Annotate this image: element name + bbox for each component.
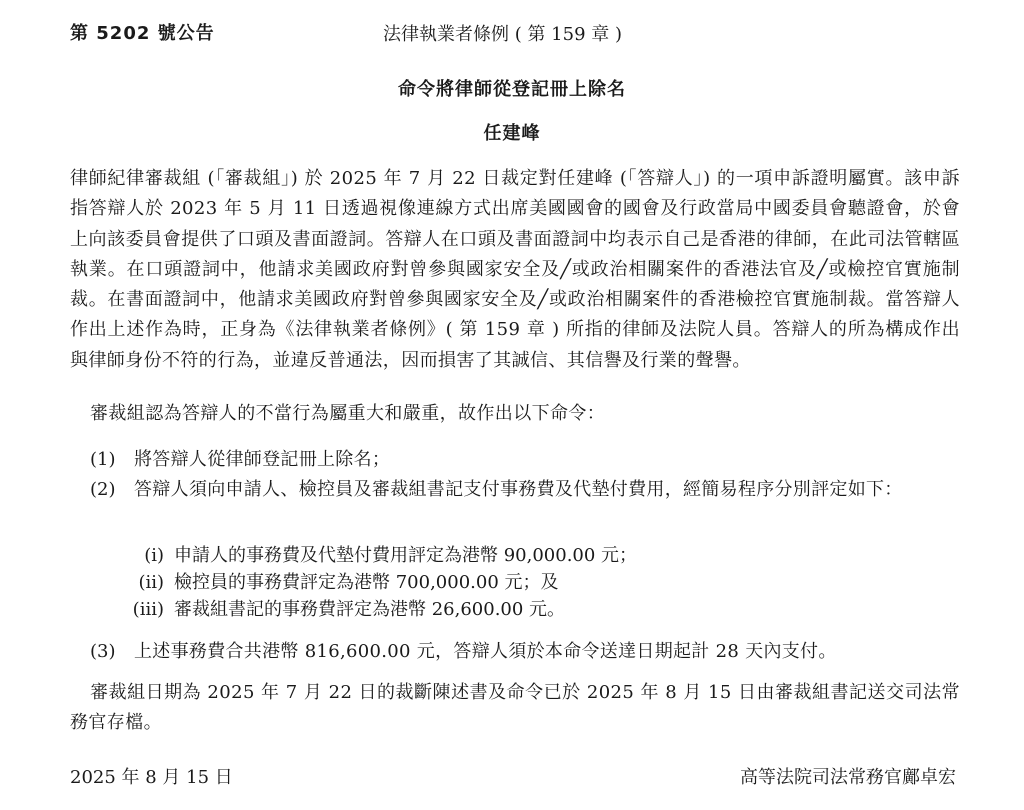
- order-text: 答辯人須向申請人、檢控員及審裁組書記支付事務費及代墊付費用，經簡易程序分別評定如下：: [134, 479, 903, 500]
- sub-item-text: 申請人的事務費及代墊付費用評定為港幣 90,000.00 元；: [174, 545, 638, 566]
- finding-paragraph: 律師紀律審裁組 (「審裁組」) 於 2025 年 7 月 22 日裁定對任建峰 (「答辯人」) 的一項申訴證明屬實。該申訴指答辯人於 2023 年 5 月 11 日透過視像連線方式出席美國國會的國會及行政當局中國委員會聽證會，於會上向該委員會提供了口頭及書面證詞。答辯人在口頭及書面證詞中均表示自己是香港的律師，在此司法管轄區執業。在口頭證詞中，他請求美國政府對曾參與國家安全及╱或政治相關案件的香港法官及╱或檢控官實施制裁。在書面證詞中，他請求美國政府對曾參與國家安全及╱或政治相關案件的香港檢控官實施制裁。當答辯人作出上述作為時，正身為《法律執業者條例》( 第 159 章 ) 所指的律師及法院人員。答辯人的所為構成作出與律師身份不符的行為，並違反普通法，因而損害了其誠信、其信譽及行業的聲譽。: [70, 168, 960, 371]
- filing-paragraph: [70, 678, 960, 739]
- respondent-name: 任建峰: [483, 123, 541, 144]
- sub-item-text: 檢控員的事務費評定為港幣 700,000.00 元；及: [174, 572, 559, 593]
- orders-intro-paragraph: 審裁組認為答辯人的不當行為屬重大和嚴重，故作出以下命令：: [90, 403, 606, 424]
- notice-date: 2025 年 8 月 15 日: [70, 767, 233, 788]
- order-text: 上述事務費合共港幣 816,600.00 元，答辯人須於本命令送達日期起計 28 天內支付。: [134, 641, 837, 662]
- order-number: (3): [90, 641, 116, 662]
- page-title: 命令將律師從登記冊上除名: [398, 79, 626, 100]
- order-text: 將答辯人從律師登記冊上除名；: [134, 449, 391, 470]
- order-number: (2): [90, 479, 116, 500]
- filing-text: 審裁組日期為 2025 年 7 月 22 日的裁斷陳述書及命令已於 2025 年 8 月 15 日由審裁組書記送交司法常務官存檔。: [70, 682, 960, 734]
- signatory: 高等法院司法常務官鄺卓宏: [740, 767, 956, 788]
- notice-number: 第 5202 號公告: [70, 23, 215, 44]
- ordinance-title: 法律執業者條例 ( 第 159 章 ): [383, 24, 623, 45]
- sub-item-text: 審裁組書記的事務費評定為港幣 26,600.00 元。: [174, 599, 566, 620]
- sub-item-number: (i): [144, 545, 164, 566]
- sub-item-number: (iii): [132, 599, 164, 620]
- order-number: (1): [90, 449, 116, 470]
- sub-item-number: (ii): [138, 572, 164, 593]
